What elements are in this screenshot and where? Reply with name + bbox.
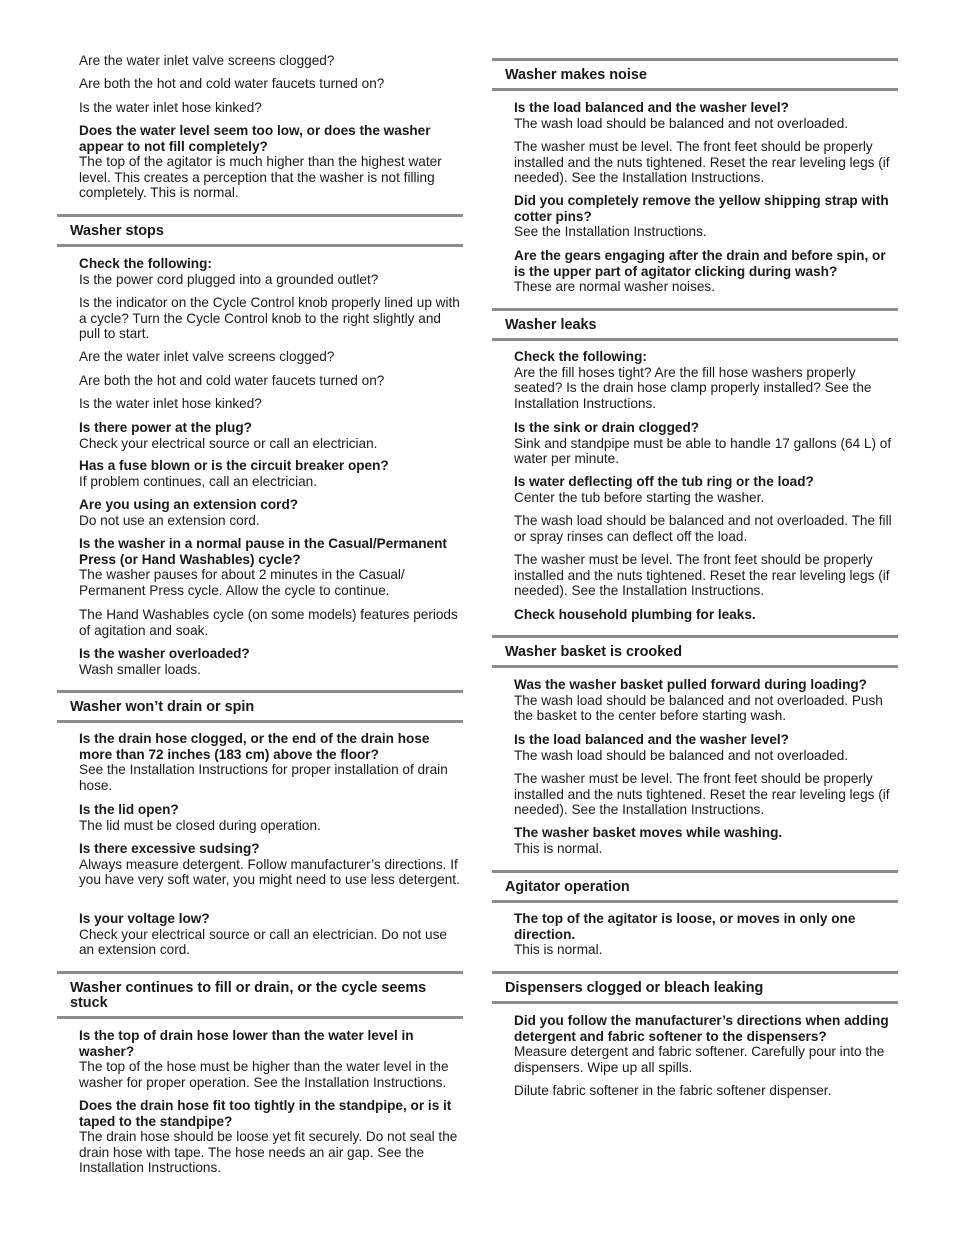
answer-text: Wash smaller loads.: [79, 661, 201, 677]
answer-text: The top of the agitator is much higher than the highest water level. This creates a perception that the washer is not filling completely. This is normal.: [79, 154, 442, 201]
troubleshooting-item: [79, 373, 465, 389]
troubleshooting-item: [79, 458, 465, 489]
troubleshooting-item: [79, 536, 465, 598]
troubleshooting-item: [79, 100, 465, 116]
question-text: Does the water level seem too low, or does the washer appear to not fill completely?: [79, 123, 431, 154]
troubleshooting-item: [514, 552, 900, 599]
question-text: Are the gears engaging after the drain and before spin, or is the upper part of agitator clicking during wash?: [514, 248, 886, 279]
question-text: Does the drain hose fit too tightly in the standpipe, or is it taped to the standpipe?: [79, 1098, 452, 1129]
troubleshooting-item: [514, 825, 900, 856]
answer-text: See the Installation Instructions for proper installation of drain hose.: [79, 762, 448, 793]
troubleshooting-item: [514, 474, 900, 505]
answer-text: Are the fill hoses tight? Are the fill hose washers properly seated? Is the drain hose clamp properly installed? See the Installation Instructions.: [514, 364, 872, 411]
section-title: Washer makes noise: [505, 67, 647, 83]
question-text: Is the load balanced and the washer level?: [514, 732, 789, 747]
answer-text: Check your electrical source or call an electrician. Do not use an extension cord.: [79, 926, 447, 958]
troubleshooting-item: [79, 53, 465, 69]
troubleshooting-item: [514, 1083, 900, 1099]
troubleshooting-item: [514, 248, 900, 295]
troubleshooting-item: [79, 646, 465, 677]
troubleshooting-item: [514, 771, 900, 818]
answer-text: Check your electrical source or call an electrician.: [79, 435, 378, 451]
answer-text: The drain hose should be loose yet fit securely. Do not seal the drain hose with tape. The hose needs an air gap. See the Installation Instructions.: [79, 1129, 458, 1176]
troubleshooting-item: [79, 396, 465, 412]
answer-text: The washer must be level. The front feet should be properly installed and the nuts tightened. Reset the rear leveling legs (if needed). See the Installation Instructions.: [514, 139, 890, 186]
troubleshooting-item: [79, 911, 465, 958]
troubleshooting-item: [79, 349, 465, 365]
question-text: Is the washer overloaded?: [79, 646, 250, 661]
troubleshooting-item: [79, 731, 465, 793]
section-title: Washer won’t drain or spin: [70, 699, 255, 715]
question-text: Did you completely remove the yellow shipping strap with cotter pins?: [514, 193, 889, 224]
question-text: Is there power at the plug?: [79, 420, 252, 435]
troubleshooting-item: [79, 1098, 465, 1176]
troubleshooting-item: [514, 420, 900, 467]
question-text: Was the washer basket pulled forward during loading?: [514, 677, 867, 692]
question-text: Is there excessive sudsing?: [79, 841, 260, 856]
troubleshooting-item: [514, 911, 900, 958]
question-text: Has a fuse blown or is the circuit breaker open?: [79, 458, 389, 473]
troubleshooting-item: [514, 677, 900, 724]
answer-text: Always measure detergent. Follow manufacturer’s directions. If you have very soft water, you might need to use less detergent.: [79, 856, 460, 888]
troubleshooting-item: [514, 193, 900, 240]
answer-text: Is the water inlet hose kinked?: [79, 396, 262, 411]
answer-text: The washer pauses for about 2 minutes in the Casual/ Permanent Press cycle. Allow the cycle to continue.: [79, 567, 405, 598]
question-text: The washer basket moves while washing.: [514, 825, 783, 840]
question-text: Is the sink or drain clogged?: [514, 420, 700, 435]
answer-text: The washer must be level. The front feet should be properly installed and the nuts tightened. Reset the rear leveling legs (if needed). See the Installation Instructions.: [514, 552, 890, 599]
answer-text: The wash load should be balanced and not overloaded.: [514, 115, 849, 131]
question-text: Check household plumbing for leaks.: [514, 607, 756, 622]
answer-text: This is normal.: [514, 840, 603, 856]
answer-text: The wash load should be balanced and not overloaded. The fill or spray rinses can deflect off the load.: [514, 513, 892, 544]
question-text: Is water deflecting off the tub ring or the load?: [514, 474, 814, 489]
answer-text: If problem continues, call an electrician.: [79, 473, 318, 489]
question-text: Did you follow the manufacturer’s directions when adding detergent and fabric softener to the dispensers?: [514, 1013, 889, 1044]
troubleshooting-item: [79, 497, 465, 528]
troubleshooting-item: [79, 295, 465, 342]
section-title: Washer leaks: [505, 317, 597, 333]
troubleshooting-item: [79, 841, 465, 888]
answer-text: See the Installation Instructions.: [514, 224, 707, 240]
question-text: Is the top of drain hose lower than the water level in washer?: [79, 1028, 414, 1059]
answer-text: The top of the hose must be higher than the water level in the washer for proper operation. See the Installation Instructions.: [79, 1059, 449, 1090]
answer-text: These are normal washer noises.: [514, 279, 715, 295]
section-title: Dispensers clogged or bleach leaking: [505, 980, 764, 996]
troubleshooting-item: [514, 349, 900, 411]
question-text: Are you using an extension cord?: [79, 497, 299, 512]
troubleshooting-item: [514, 100, 900, 131]
answer-text: Is the indicator on the Cycle Control knob properly lined up with a cycle? Turn the Cycle Control knob to the right slightly and pull to start.: [79, 295, 460, 342]
question-text: The top of the agitator is loose, or moves in only one direction.: [514, 911, 856, 942]
answer-text: The Hand Washables cycle (on some models) features periods of agitation and soak.: [79, 607, 458, 638]
troubleshooting-item: [79, 420, 465, 451]
answer-text: Center the tub before starting the washer.: [514, 489, 765, 505]
troubleshooting-item: [514, 732, 900, 763]
troubleshooting-item: [79, 123, 465, 201]
section-title: Washer continues to fill or drain, or the cycle seems stuck: [70, 980, 427, 1012]
answer-text: Do not use an extension cord.: [79, 512, 260, 528]
answer-text: This is normal.: [514, 942, 603, 958]
answer-text: Are the water inlet valve screens clogged?: [79, 53, 335, 68]
question-text: Is the lid open?: [79, 802, 179, 817]
question-text: Is the washer in a normal pause in the Casual/Permanent Press (or Hand Washables) cycle?: [79, 536, 447, 567]
answer-text: Are the water inlet valve screens clogged?: [79, 349, 335, 364]
question-text: Check the following:: [79, 256, 212, 271]
question-text: Is your voltage low?: [79, 911, 210, 926]
troubleshooting-item: [79, 76, 465, 92]
section-title: Agitator operation: [505, 879, 630, 895]
troubleshooting-item: [79, 607, 465, 638]
answer-text: Dilute fabric softener in the fabric softener dispenser.: [514, 1083, 832, 1098]
answer-text: Measure detergent and fabric softener. Carefully pour into the dispensers. Wipe up all spills.: [514, 1044, 885, 1075]
section-title: Washer basket is crooked: [505, 644, 683, 660]
answer-text: Are both the hot and cold water faucets turned on?: [79, 373, 385, 388]
answer-text: The washer must be level. The front feet should be properly installed and the nuts tightened. Reset the rear leveling legs (if needed). See the Installation Instructions.: [514, 771, 890, 818]
question-text: Check the following:: [514, 349, 647, 364]
answer-text: The lid must be closed during operation.: [79, 817, 321, 833]
section-title: Washer stops: [70, 223, 164, 239]
troubleshooting-item: [514, 513, 900, 544]
answer-text: Sink and standpipe must be able to handle 17 gallons (64 L) of water per minute.: [514, 435, 892, 467]
answer-text: Are both the hot and cold water faucets turned on?: [79, 76, 385, 91]
question-text: Is the load balanced and the washer level?: [514, 100, 789, 115]
troubleshooting-item: [514, 139, 900, 186]
answer-text: The wash load should be balanced and not overloaded. Push the basket to the center before starting wash.: [514, 692, 883, 724]
troubleshooting-item: [514, 1013, 900, 1075]
answer-text: The wash load should be balanced and not overloaded.: [514, 747, 849, 763]
troubleshooting-item: [79, 256, 465, 287]
question-text: Is the drain hose clogged, or the end of the drain hose more than 72 inches (183 cm) above the floor?: [79, 731, 430, 762]
troubleshooting-item: [79, 1028, 465, 1090]
answer-text: Is the power cord plugged into a grounded outlet?: [79, 271, 379, 287]
troubleshooting-item: [79, 802, 465, 833]
answer-text: Is the water inlet hose kinked?: [79, 100, 262, 115]
troubleshooting-item: [514, 607, 900, 623]
